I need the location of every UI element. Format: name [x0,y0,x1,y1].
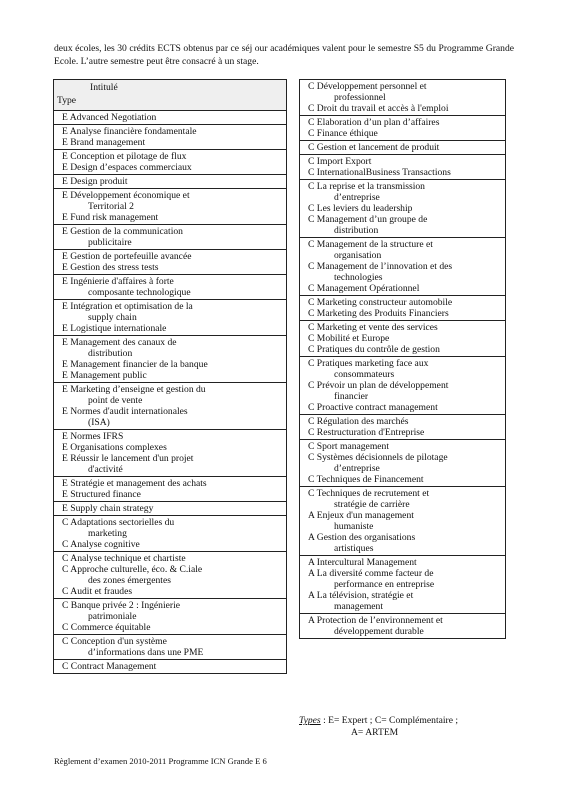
course-line: E Logistique internationale [62,323,167,334]
course-line: A La diversité comme facteur de [308,568,434,579]
course-line: C Restructuration d'Entreprise [308,427,425,438]
table-row [300,440,505,487]
course-line: C Prévoir un plan de développement [308,380,449,391]
course-line: d’informations dans une PME [88,647,204,658]
course-line: composante technologique [88,287,191,298]
course-line: Territorial 2 [88,201,134,212]
table-row [54,250,286,275]
course-line: C Analyse cognitive [62,539,140,550]
course-line: C Adaptations sectorielles du [62,517,175,528]
course-line: distribution [88,348,133,359]
table-row [300,238,505,296]
course-line: C Pratiques marketing face aux [308,358,429,369]
course-line: E Normes IFRS [62,431,124,442]
course-line: d'activité [88,464,123,475]
course-line: point de vente [88,395,143,406]
course-line: C Marketing des Produits Financiers [308,308,449,319]
course-line: E Design produit [62,176,128,187]
course-line: C Gestion et lancement de produit [308,142,440,153]
legend-label: Types [299,715,321,726]
table-row [54,175,286,189]
course-line: E Gestion des stress tests [62,262,159,273]
course-line: humaniste [334,521,374,532]
course-line: performance en entreprise [334,579,435,590]
types-legend [299,715,509,739]
course-line: C Finance éthique [308,128,378,139]
course-line: C Développement personnel et [308,81,427,92]
course-line: consommateurs [334,369,395,380]
table-row [54,502,286,516]
page-footer: Règlement d’examen 2010-2011 Programme ICN Grande E 6 [54,756,267,766]
course-line: C Contract Management [62,661,157,672]
course-line: C Import Export [308,156,372,167]
table-row [300,556,505,614]
course-line: C Techniques de recrutement et [308,488,430,499]
table-row [54,599,286,635]
course-line: E Réussir le lancement d'un projet [62,453,194,464]
course-line: publicitaire [88,237,132,248]
course-line: C Management d’un groupe de [308,214,428,225]
course-line: E Gestion de la communication [62,226,183,237]
course-line: développement durable [334,626,424,637]
table-row [54,125,286,150]
course-line: E Intégration et optimisation de la [62,301,193,312]
course-line: C Analyse technique et chartiste [62,553,186,564]
table-row [300,141,505,155]
course-line: E Ingénierie d'affaires à forte [62,276,174,287]
legend-line2: A= ARTEM [351,727,399,738]
table-row [300,155,505,180]
course-line: C Sport management [308,441,389,452]
course-line: supply chain [88,312,137,323]
course-line: des zones émergentes [88,575,171,586]
table-row [54,635,286,660]
course-line: C Conception d'un système [62,636,167,647]
table-row [300,487,505,556]
course-line: E Structured finance [62,489,141,500]
course-line: E Normes d'audit internationales [62,406,188,417]
course-line: professionnel [334,92,386,103]
intro-paragraph: deux écoles, les 30 crédits ECTS obtenus par ce séj our académiques valent pour le semestre S5 du Programme Grande Ecole. L’autre semestre peut être consacré à un stage. [54,43,514,67]
course-line: E Management des canaux de [62,337,177,348]
table-row [54,189,286,225]
course-line: financier [334,391,369,402]
course-line: C Mobilité et Europe [308,333,390,344]
course-line: C Proactive contract management [308,402,438,413]
course-line: C Commerce équitable [62,622,151,633]
course-line: E Brand management [62,137,146,148]
course-line: E Conception et pilotage de flux [62,151,187,162]
header-intitule: Intitulé [90,82,118,93]
course-line: technologies [334,272,383,283]
courses-table-right-column [299,79,506,639]
course-line: stratégie de carrière [334,499,410,510]
course-line: A Intercultural Management [308,557,417,568]
table-row [54,516,286,552]
table-header [54,80,286,111]
table-row [54,383,286,430]
course-line: d’entreprise [334,463,380,474]
course-line: C Management de l’innovation et des [308,261,453,272]
course-line: C Les leviers du leadership [308,203,413,214]
table-row [300,357,505,415]
table-row [54,275,286,300]
course-line: d’entreprise [334,192,380,203]
legend-line1: : E= Expert ; C= Complémentaire ; [320,715,459,726]
course-line: A Enjeux d'un management [308,510,414,521]
course-line: E Organisations complexes [62,442,167,453]
course-line: C Pratiques du contrôle de gestion [308,344,440,355]
course-line: C Management de la structure et [308,239,433,250]
course-line: organisation [334,250,382,261]
course-line: C Techniques de Financement [308,474,424,485]
course-line: C Approche culturelle, éco. & C.iale [62,564,203,575]
header-type: Type [57,95,77,106]
course-line: A Gestion des organisations [308,532,416,543]
course-line: distribution [334,225,379,236]
table-row [54,552,286,599]
course-line: C InternationalBusiness Transactions [308,167,451,178]
course-line: C Régulation des marchés [308,416,409,427]
course-line: E Marketing d’enseigne et gestion du [62,384,206,395]
course-line: E Développement économique et [62,190,190,201]
course-line: C Marketing constructeur automobile [308,297,453,308]
table-row [54,477,286,502]
course-line: E Management public [62,370,147,381]
course-line: C Management Opérationnel [308,283,420,294]
courses-table-left-column [53,79,287,674]
course-line: E Supply chain strategy [62,503,154,514]
table-row [300,296,505,321]
course-line: marketing [88,528,127,539]
course-line: E Analyse financière fondamentale [62,126,197,137]
course-line: artistiques [334,543,374,554]
course-line: E Fund risk management [62,212,159,223]
table-row [300,180,505,238]
course-line: C Droit du travail et accès à l'emploi [308,103,449,114]
course-line: E Stratégie et management des achats [62,478,207,489]
course-line: A Protection de l’environnement et [308,615,443,626]
course-line: (ISA) [88,417,110,428]
course-line: C Audit et fraudes [62,586,133,597]
course-line: E Management financier de la banque [62,359,208,370]
table-row [300,321,505,357]
table-row [54,660,286,674]
course-line: C Banque privée 2 : Ingénierie [62,600,181,611]
table-row [300,116,505,141]
table-row [54,225,286,250]
table-row [54,111,286,125]
course-line: E Design d’espaces commerciaux [62,162,192,173]
course-line: E Advanced Negotiation [62,112,157,123]
table-row [54,336,286,383]
table-row [54,300,286,336]
table-row [300,80,505,116]
course-line: C La reprise et la transmission [308,181,425,192]
course-line: management [334,601,384,612]
table-row [300,415,505,440]
course-line: E Gestion de portefeuille avancée [62,251,192,262]
course-line: C Systèmes décisionnels de pilotage [308,452,448,463]
course-line: C Marketing et vente des services [308,322,438,333]
course-line: patrimoniale [88,611,137,622]
table-row [54,150,286,175]
course-line: C Elaboration d’un plan d’affaires [308,117,440,128]
course-line: A La télévision, stratégie et [308,590,414,601]
table-row [300,614,505,639]
table-row [54,430,286,477]
